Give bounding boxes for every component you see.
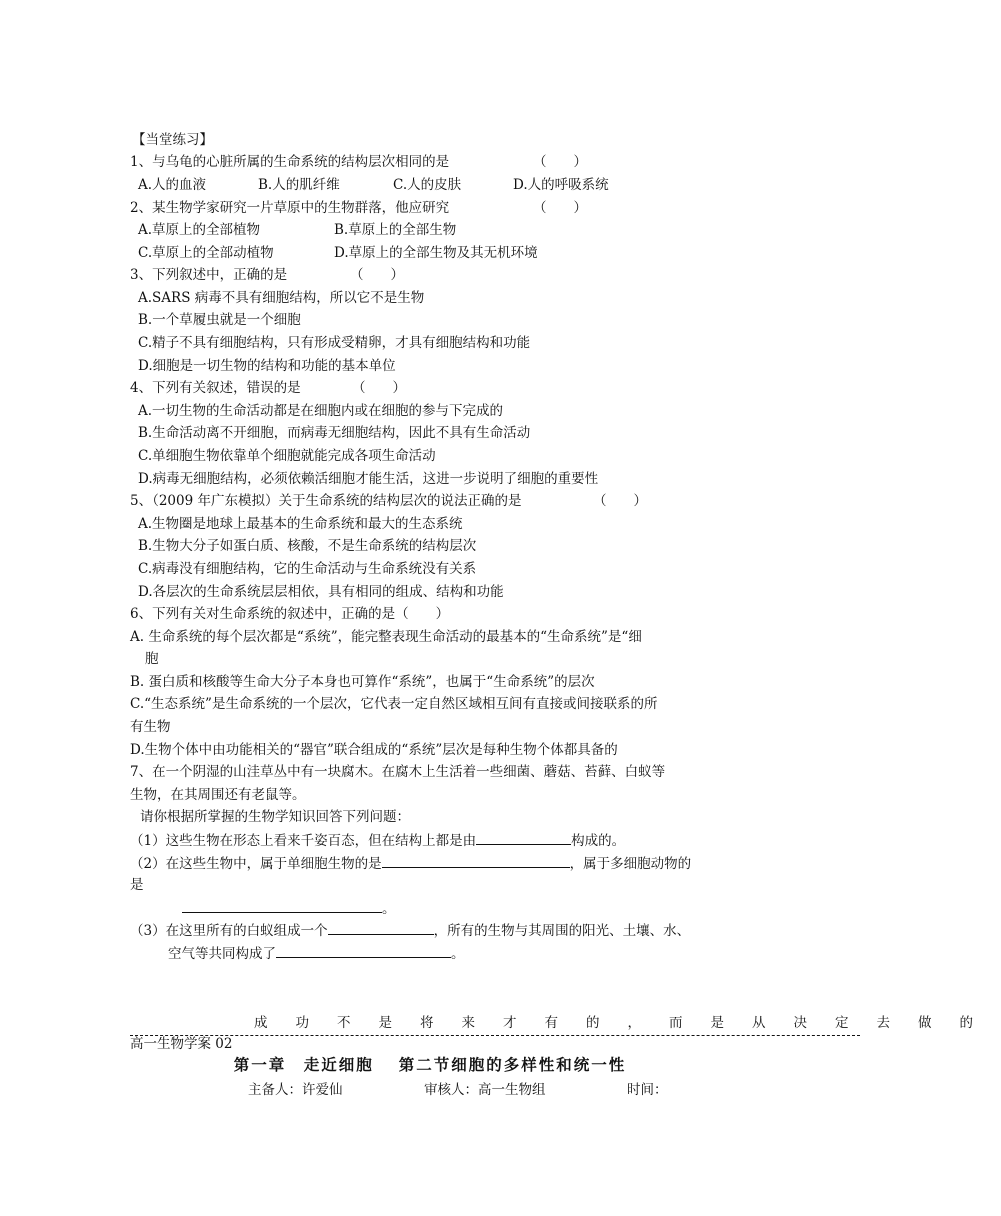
motto-text: 成功不是将来才有的，而是从决定去做的: [254, 1015, 1001, 1031]
q7-stem: 7、在一个阴湿的山洼草丛中有一块腐木。在腐木上生活着一些细菌、蘑菇、苔藓、白蚁等: [130, 764, 666, 780]
q7-sub3-end: 。: [451, 946, 465, 962]
q7-sub3-text: （3）在这里所有的白蚁组成一个: [130, 923, 328, 939]
q7-sub1: [130, 830, 625, 851]
q3-option-b: B.一个草履虫就是一个细胞: [138, 312, 301, 328]
next-code: 高一生物学案 02: [130, 1036, 233, 1052]
q2-option-a: A.草原上的全部植物: [138, 222, 261, 238]
q7-sub3-line2: [168, 943, 465, 964]
q4-option-d: D.病毒无细胞结构，必须依赖活细胞才能生活，这进一步说明了细胞的重要性: [138, 471, 599, 487]
q1-option-c: C.人的皮肤: [393, 177, 462, 193]
q2-option-b: B.草原上的全部生物: [334, 222, 457, 238]
q5-stem: 5、（2009 年广东模拟）关于生命系统的结构层次的说法正确的是: [130, 493, 522, 509]
q5-option-c: C.病毒没有细胞结构，它的生命活动与生命系统没有关系: [138, 561, 477, 577]
q6-stem: 6、下列有关对生命系统的叙述中，正确的是（ ）: [130, 606, 450, 622]
q6-option-c: C.“生态系统”是生命系统的一个层次，它代表一定自然区域相互间有直接或间接联系的所: [130, 696, 658, 712]
q2-option-c: C.草原上的全部动植物: [138, 245, 274, 261]
q7-stem-cont: 生物，在其周围还有老鼠等。: [130, 787, 306, 803]
q7-prompt: 请你根据所掌握的生物学知识回答下列问题：: [140, 809, 410, 825]
q4-option-a: A.一切生物的生命活动都是在细胞内或在细胞的参与下完成的: [138, 403, 504, 419]
q7-sub1-text: （1）这些生物在形态上看来千姿百态，但在结构上都是由: [130, 833, 477, 849]
q3-stem: 3、下列叙述中，正确的是: [130, 267, 288, 283]
q6-option-c-cont: 有生物: [130, 719, 171, 735]
q4-option-b: B.生命活动离不开细胞，而病毒无细胞结构，因此不具有生命活动: [138, 425, 531, 441]
answer-blank[interactable]: [182, 898, 382, 913]
answer-blank[interactable]: [328, 920, 434, 935]
q2-paren: （ ）: [533, 200, 587, 216]
q5-option-a: A.生物圈是地球上最基本的生命系统和最大的生态系统: [138, 516, 463, 532]
q2-option-d: D.草原上的全部生物及其无机环境: [334, 245, 538, 261]
q1-option-d: D.人的呼吸系统: [513, 177, 609, 193]
q2-stem: 2、某生物学家研究一片草原中的生物群落，他应研究: [130, 200, 450, 216]
reviewer: 审核人：高一生物组: [424, 1082, 546, 1098]
q3-paren: （ ）: [350, 267, 404, 283]
q7-sub3-mid: ，所有的生物与其周围的阳光、土壤、水、: [433, 923, 691, 939]
q7-sub2: [130, 853, 691, 874]
q7-sub2-text: （2）在这些生物中，属于单细胞生物的是: [130, 856, 382, 872]
q3-option-a: A.SARS 病毒不具有细胞结构，所以它不是生物: [138, 290, 425, 306]
q6-option-a: A. 生命系统的每个层次都是“系统”，能完整表现生命活动的最基本的“生命系统”是“细: [130, 629, 642, 645]
q1-option-a: A.人的血液: [138, 177, 207, 193]
preparer: 主备人：许爱仙: [248, 1082, 343, 1098]
q5-option-d: D.各层次的生命系统层层相依，具有相同的组成、结构和功能: [138, 584, 504, 600]
heading: 【当堂练习】: [132, 132, 213, 148]
q7-sub2-mid: ，属于多细胞动物的: [569, 856, 692, 872]
motto-line: [130, 1011, 1001, 1036]
answer-blank[interactable]: [276, 943, 451, 958]
q7-sub2-cont: 是: [130, 877, 144, 893]
answer-blank[interactable]: [476, 830, 571, 845]
q4-paren: （ ）: [352, 380, 406, 396]
q7-sub2-end: 。: [382, 901, 396, 917]
q1-stem: 1、与乌龟的心脏所属的生命系统的结构层次相同的是: [130, 154, 450, 170]
time-label: 时间：: [627, 1082, 668, 1098]
q6-option-b: B. 蛋白质和核酸等生命大分子本身也可算作“系统”，也属于“生命系统”的层次: [130, 674, 595, 690]
q7-sub2-line2: [182, 898, 396, 919]
q7-sub1-tail: 构成的。: [571, 833, 626, 849]
q5-paren: （ ）: [593, 493, 647, 509]
q1-paren: （ ）: [533, 154, 587, 170]
answer-blank[interactable]: [382, 853, 570, 868]
q6-option-d: D.生物个体中由功能相关的“器官”联合组成的“系统”层次是每种生物个体都具备的: [130, 742, 618, 758]
q1-option-b: B.人的肌纤维: [258, 177, 340, 193]
q7-sub3-cont: 空气等共同构成了: [168, 946, 276, 962]
q3-option-c: C.精子不具有细胞结构，只有形成受精卵，才具有细胞结构和功能: [138, 335, 531, 351]
q6-option-a-cont: 胞: [145, 651, 159, 667]
q5-option-b: B.生物大分子如蛋白质、核酸，不是生命系统的结构层次: [138, 538, 477, 554]
next-title: 第一章 走近细胞 第二节细胞的多样性和统一性: [233, 1055, 627, 1074]
q4-stem: 4、下列有关叙述，错误的是: [130, 380, 301, 396]
q7-sub3: [130, 920, 690, 941]
q4-option-c: C.单细胞生物依靠单个细胞就能完成各项生命活动: [138, 448, 436, 464]
q3-option-d: D.细胞是一切生物的结构和功能的基本单位: [138, 358, 396, 374]
